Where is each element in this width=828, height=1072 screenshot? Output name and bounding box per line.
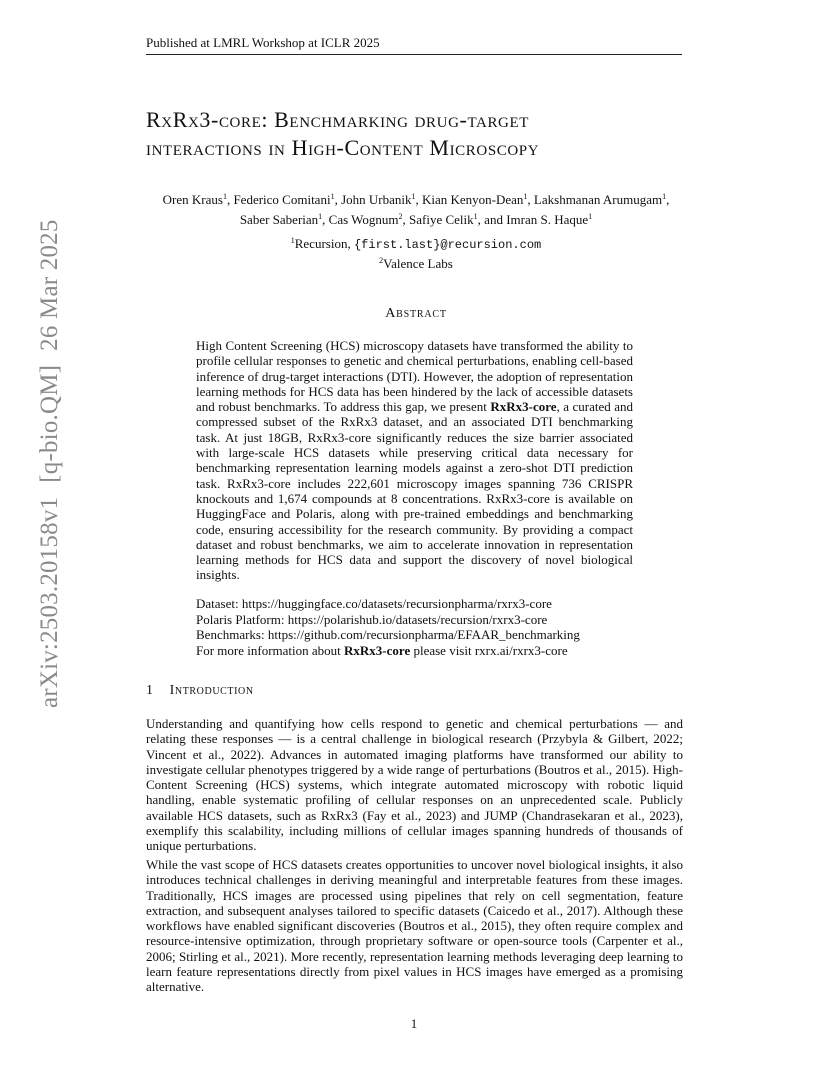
more-info-dataset-name: RxRx3-core <box>344 642 411 658</box>
resource-links <box>196 596 633 658</box>
affiliations <box>146 233 686 272</box>
affiliation-email: {first.last}@recursion.com <box>353 238 542 252</box>
section-heading <box>146 683 254 699</box>
affiliation-number: 1 <box>290 236 295 245</box>
more-info-text: For more information about <box>196 642 345 658</box>
arxiv-date: 26 Mar 2025 <box>36 219 63 351</box>
dataset-link[interactable]: Dataset: https://huggingface.co/datasets/recursionpharma/rxrx3-core <box>196 596 552 611</box>
arxiv-category: [q-bio.QM] <box>36 364 63 483</box>
author-affiliation-mark: 1 <box>523 192 528 201</box>
author-name: Safiye Celik <box>409 212 474 227</box>
page-number: 1 <box>410 1016 418 1031</box>
abstract-text: , a curated and compressed subset of the RxRx3 dataset, and an associated DTI benchmarking task. At just 18GB, RxRx3-core significantly reduces the size barrier associated with large-scale HCS datasets while preserving critical data necessary for benchmarking representation learning models against a zero-shot DTI prediction task. RxRx3-core includes 222,601 microscopy images spanning 736 CRISPR knockouts and 1,674 compounds at 8 concentrations. RxRx3-core is available on HuggingFace and Polaris, along with pre-trained embeddings and benchmarking code, ensuring accessibility for the research community. By providing a compact dataset and robust benchmarks, we aim to accelerate innovation in representation learning methods for HCS data and support the discovery of novel biological insights. <box>196 399 633 583</box>
abstract-dataset-name: RxRx3-core <box>490 399 557 415</box>
author-affiliation-mark: 1 <box>222 192 227 201</box>
author-affiliation-mark: 1 <box>662 192 667 201</box>
abstract-body <box>196 338 633 583</box>
intro-paragraph-2: While the vast scope of HCS datasets creates opportunities to uncover novel biological insights, it also introduces technical challenges in deriving meaningful and interpretable features from these images. Traditionally, HCS images are processed using pipelines that rely on cell segmentation, feature extraction, and subsequent analyses tailored to specific datasets (Caicedo et al., 2017). Although these workflows have enabled significant discoveries (Boutros et al., 2015), they often require complex and resource-intensive optimization, through proprietary software or open-source tools (Carpenter et al., 2006; Stirling et al., 2021). More recently, representation learning methods leveraging deep learning to learn feature representations directly from pixel values in HCS images have emerged as a promising alternative. <box>146 857 683 995</box>
author-affiliation-mark: 2 <box>398 212 403 221</box>
title-line-1: RxRx3-core: Benchmarking drug-target <box>146 107 530 132</box>
more-info-link[interactable]: please visit rxrx.ai/rxrx3-core <box>410 642 568 658</box>
affiliation-2 <box>146 253 686 272</box>
polaris-link[interactable]: Polaris Platform: https://polarishub.io/datasets/recursion/rxrx3-core <box>196 611 548 627</box>
arxiv-sidebar-stamp <box>36 205 64 708</box>
abstract-heading: Abstract <box>385 306 447 321</box>
section-number: 1 <box>146 683 154 698</box>
author-name: Oren Kraus <box>162 192 223 207</box>
affiliation-name: Valence Labs <box>383 256 453 271</box>
abstract-text: High Content Screening (HCS) microscopy datasets have transformed the ability to profile cellular responses to genetic and chemical perturbations, enabling cell-based inference of drug-target interactions (DTI). However, the adoption of representation learning methods for HCS data has been hindered by the lack of accessible datasets and robust benchmarks. To address this gap, we present <box>196 338 633 415</box>
author-affiliation-mark: 1 <box>588 212 593 221</box>
affiliation-1 <box>146 233 686 253</box>
author-name: Cas Wognum <box>328 212 399 227</box>
author-affiliation-mark: 1 <box>318 212 323 221</box>
affiliation-name: Recursion, <box>294 236 354 251</box>
author-list <box>146 188 686 228</box>
section-title: Introduction <box>169 683 254 698</box>
intro-paragraph-1: Understanding and quantifying how cells respond to genetic and chemical perturbations — and relating these responses — is a central challenge in biological research (Przybyla & Gilbert, 2022; Vincent et al., 2022). Advances in automated imaging platforms have transformed our ability to investigate cellular phenotypes triggered by a wide range of perturbations (Boutros et al., 2015). High-Content Screening (HCS) systems, which integrate automated microscopy with robotic liquid handling, enable systematic profiling of cellular responses on an unprecedented scale. Publicly available HCS datasets, such as RxRx3 (Fay et al., 2023) and JUMP (Chandrasekaran et al., 2023), exemplify this scalability, including millions of cellular images spanning hundreds of thousands of unique perturbations. <box>146 716 683 854</box>
arxiv-id: arXiv:2503.20158v1 <box>36 496 63 708</box>
author-line-2: Saber Saberian$^1$, Cas Wognum$^2$, Safiye Celik$^1$, and Imran S. Haque$^1$ <box>239 212 593 227</box>
author-name: Saber Saberian <box>239 212 319 227</box>
title-line-2: interactions in High-Content Microscopy <box>146 135 540 160</box>
header-rule <box>146 54 682 55</box>
author-and-word: and <box>484 212 503 227</box>
benchmarks-link[interactable]: Benchmarks: https://github.com/recursionpharma/EFAAR_benchmarking <box>196 627 580 642</box>
author-affiliation-mark: 1 <box>411 192 416 201</box>
author-name: Lakshmanan Arumugam <box>533 192 663 207</box>
author-name: Kian Kenyon-Dean <box>421 192 524 207</box>
more-info-line <box>196 643 633 659</box>
author-name: Federico Comitani <box>233 192 331 207</box>
affiliation-number: 2 <box>379 256 384 265</box>
author-affiliation-mark: 1 <box>473 212 478 221</box>
author-name: John Urbanik <box>341 192 412 207</box>
author-name: Imran S. Haque <box>506 212 589 227</box>
author-affiliation-mark: 1 <box>330 192 335 201</box>
paper-title <box>146 106 706 162</box>
running-header: Published at LMRL Workshop at ICLR 2025 <box>146 35 380 50</box>
author-line-1: Oren Kraus$^1$, Federico Comitani$^1$, John Urbanik$^1$, Kian Kenyon-Dean$^1$, Lakshmanan Arumugam$^1$, <box>162 192 670 207</box>
